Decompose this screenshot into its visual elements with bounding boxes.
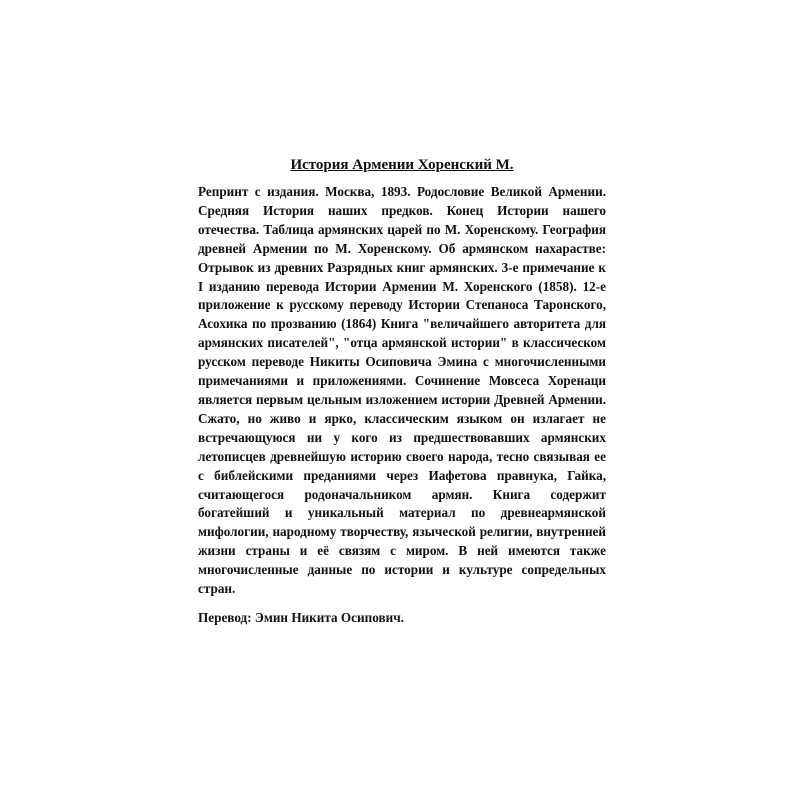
translator-line: Перевод: Эмин Никита Осипович. <box>198 609 404 625</box>
document-description: Репринт с издания. Москва, 1893. Родословие Великой Армении. Средняя История наших предков. Конец Истории нашего отечества. Таблица армянских царей по М. Хоренскому. География древней Армении по М. Хоренскому. Об армянском нахарастве: Отрывок из древних Разрядных книг армянских. 3-е примечание к I изданию перевода Истории Армении М. Хоренского (1858). 12-е приложение к русскому переводу Истории Степаноса Таронского, Асохика по прозванию (1864) Книга "величайшего авторитета для армянских писателей", "отца армянской истории" в классическом русском переводе Никиты Осиповича Эмина с многочисленными примечаниями и приложениями. Сочинение Мовсеса Хоренаци является первым цельным изложением истории Древней Армении. Сжато, но живо и ярко, классическим языком он излагает не встречающуюся ни у кого из предшествовавших армянских летописцев древнейшую историю своего народа, тесно связывая ее с библейскими преданиями через Иафетова правнука, Гайка, считающегося родоначальником армян. Книга содержит богатейший и уникальный материал по древнеармянской мифологии, народному творчеству, языческой религии, внутренней жизни страны и её связям с миром. В ней имеются также многочисленные данные по истории и культуре сопредельных стран. <box>198 184 606 597</box>
document-title: История Армении Хоренский М. <box>290 157 514 173</box>
document-body <box>198 156 606 628</box>
